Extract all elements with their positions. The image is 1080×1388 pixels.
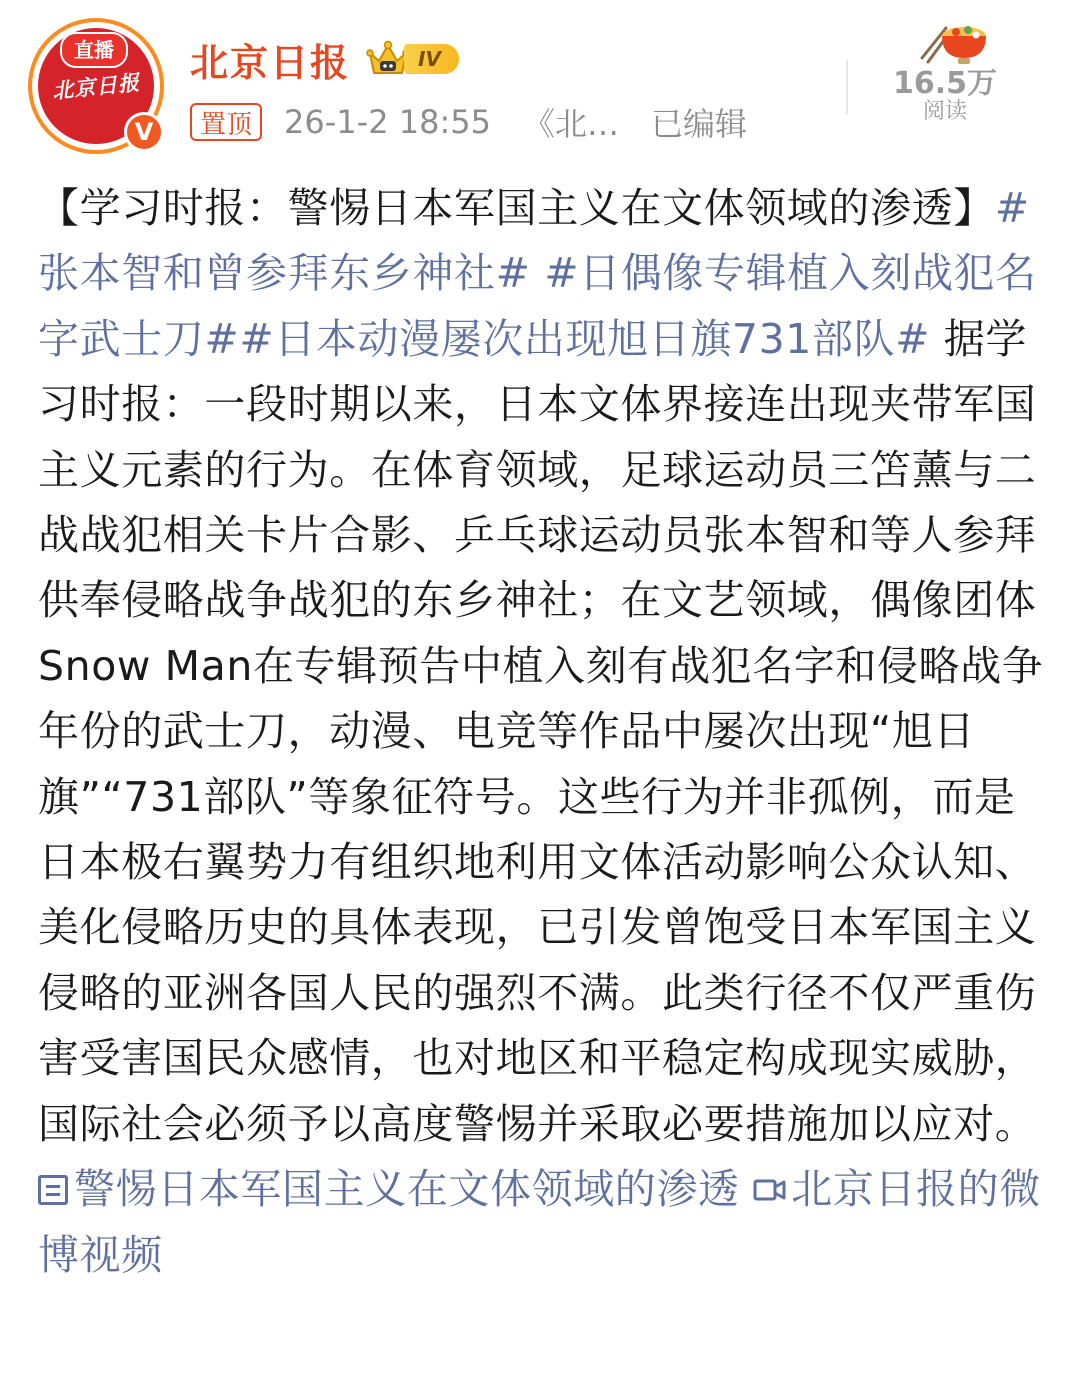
- header-divider: [846, 60, 848, 114]
- post-title: 【学习时报：警惕日本军国主义在文体领域的渗透】: [38, 184, 995, 232]
- post-timestamp: 26-1-2 18:55: [284, 103, 491, 141]
- video-icon: [753, 1175, 787, 1205]
- vip-badge[interactable]: [366, 41, 459, 77]
- video-link-text: 北京日报的微博视频: [38, 1165, 1041, 1279]
- avatar-logo-text: 北京日报: [50, 69, 142, 104]
- post-source[interactable]: 《北…: [522, 105, 619, 143]
- live-badge[interactable]: 直播: [60, 32, 128, 68]
- hashtag[interactable]: #日本动漫屡次出现旭日旗731部队#: [239, 314, 931, 363]
- edited-label[interactable]: 已编辑: [650, 105, 747, 143]
- article-link-icon: [38, 1175, 68, 1205]
- read-count: [880, 14, 1010, 124]
- hashtag[interactable]: #张本智和曾参拜东乡神社#: [38, 184, 1030, 298]
- pinned-tag: 置顶: [190, 103, 262, 141]
- post-header: [0, 0, 1080, 160]
- account-name[interactable]: 北京日报: [190, 40, 351, 85]
- post-body: 据学习时报：一段时期以来，日本文体界接连出现夹带军国主义元素的行为。在体育领域，足球运动员三笘薰与二战战犯相关卡片合影、乒乓球运动员张本智和等人参拜供奉侵略战争战犯的东乡神社；在文艺领域，偶像团体Snow Man在专辑预告中植入刻有战犯名字和侵略战争年份的武士刀，动漫、电竞等作品中屡次出现“旭日旗”“731部队”等象征符号。这些行为并非孤例，而是日本极右翼势力有组织地利用文体活动影响公众认知、美化侵略历史的具体表现，已引发曾饱受日本军国主义侵略的亚洲各国人民的强烈不满。此类行径不仅严重伤害受害国民众感情，也对地区和平稳定构成现实威胁，国际社会必须予以高度警惕并采取必要措施加以应对。: [38, 314, 1044, 1148]
- read-count-label: 阅读: [922, 99, 967, 124]
- hashtag[interactable]: #日偶像专辑植入刻战犯名字武士刀#: [38, 249, 1037, 363]
- read-count-value: 16.5万: [892, 66, 998, 101]
- verified-icon: V: [124, 112, 164, 152]
- avatar[interactable]: [28, 18, 164, 154]
- meta-row: [190, 100, 747, 144]
- post-text: [38, 176, 1048, 1288]
- vip-level: IV: [404, 44, 459, 74]
- article-link-text: 警惕日本军国主义在文体领域的渗透: [74, 1165, 740, 1214]
- name-row: [190, 32, 459, 86]
- article-link[interactable]: [38, 1165, 740, 1213]
